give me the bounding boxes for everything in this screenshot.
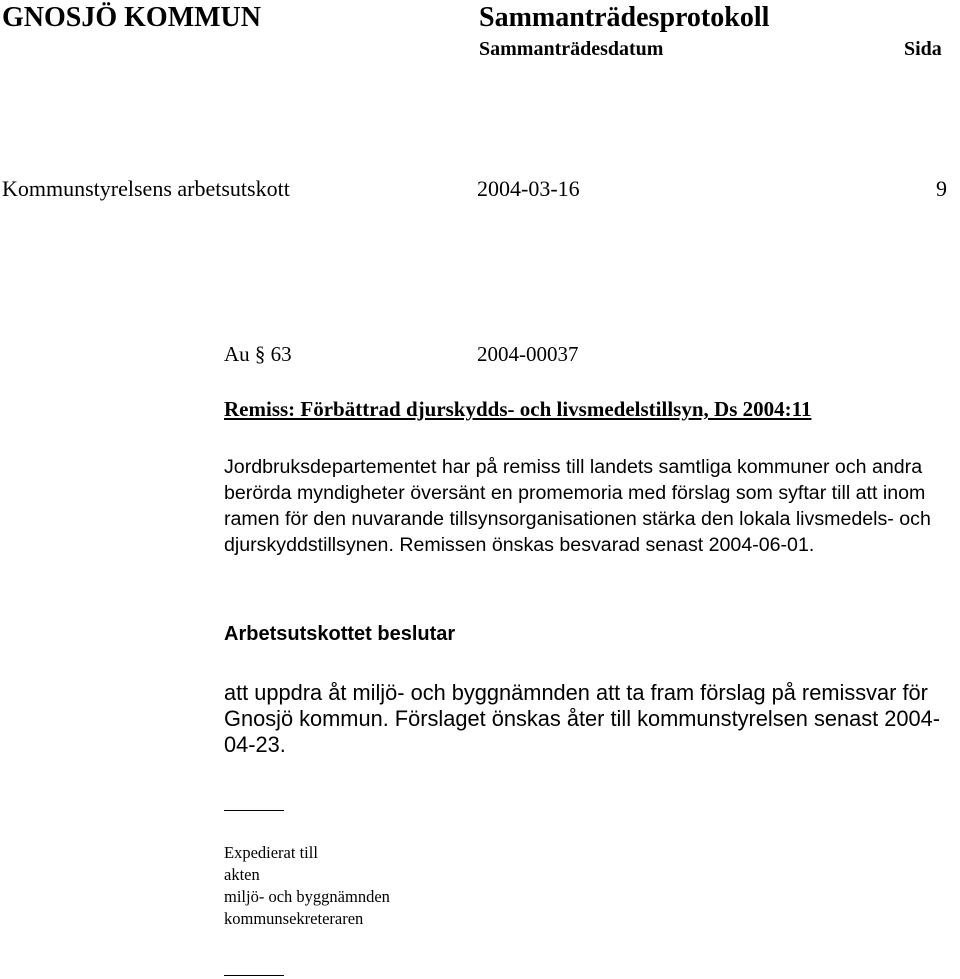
- decision-text: att uppdra åt miljö- och byggnämnden att ta fram förslag på remissvar för Gnosjö kommun. Förslaget önskas åter till kommunstyrelsen senast 2004-04-23.: [224, 680, 940, 757]
- meeting-body: Kommunstyrelsens arbetsutskott: [2, 176, 290, 201]
- separator-line: [224, 810, 284, 811]
- document-type: Sammanträdesprotokoll: [479, 2, 770, 33]
- separator-line: [224, 975, 284, 976]
- page-label: Sida: [904, 38, 942, 60]
- meeting-date: 2004-03-16: [477, 176, 580, 201]
- case-number: 2004-00037: [477, 342, 579, 366]
- organization-name: GNOSJÖ KOMMUN: [2, 2, 261, 33]
- distribution-recipient: akten: [224, 865, 260, 884]
- decision-heading: Arbetsutskottet beslutar: [224, 623, 456, 645]
- distribution-list: [224, 842, 390, 930]
- distribution-recipient: kommunsekreteraren: [224, 909, 364, 928]
- distribution-recipient: miljö- och byggnämnden: [224, 887, 390, 906]
- case-description: Jordbruksdepartementet har på remiss till landets samtliga kommuner och andra berörda myndigheter översänt en promemoria med förslag som syftar till att inom ramen för den nuvarande tillsynsorganisationen stärka den lokala livsmedels- och djurskyddstillsynen. Remissen önskas besvarad senast 2004-06-01.: [224, 456, 931, 556]
- date-label: Sammanträdesdatum: [479, 38, 664, 60]
- case-section: Au § 63: [224, 342, 292, 366]
- case-title: Remiss: Förbättrad djurskydds- och livsmedelstillsyn, Ds 2004:11: [224, 397, 812, 421]
- distribution-heading: Expedierat till: [224, 843, 318, 862]
- page-number: 9: [936, 176, 947, 201]
